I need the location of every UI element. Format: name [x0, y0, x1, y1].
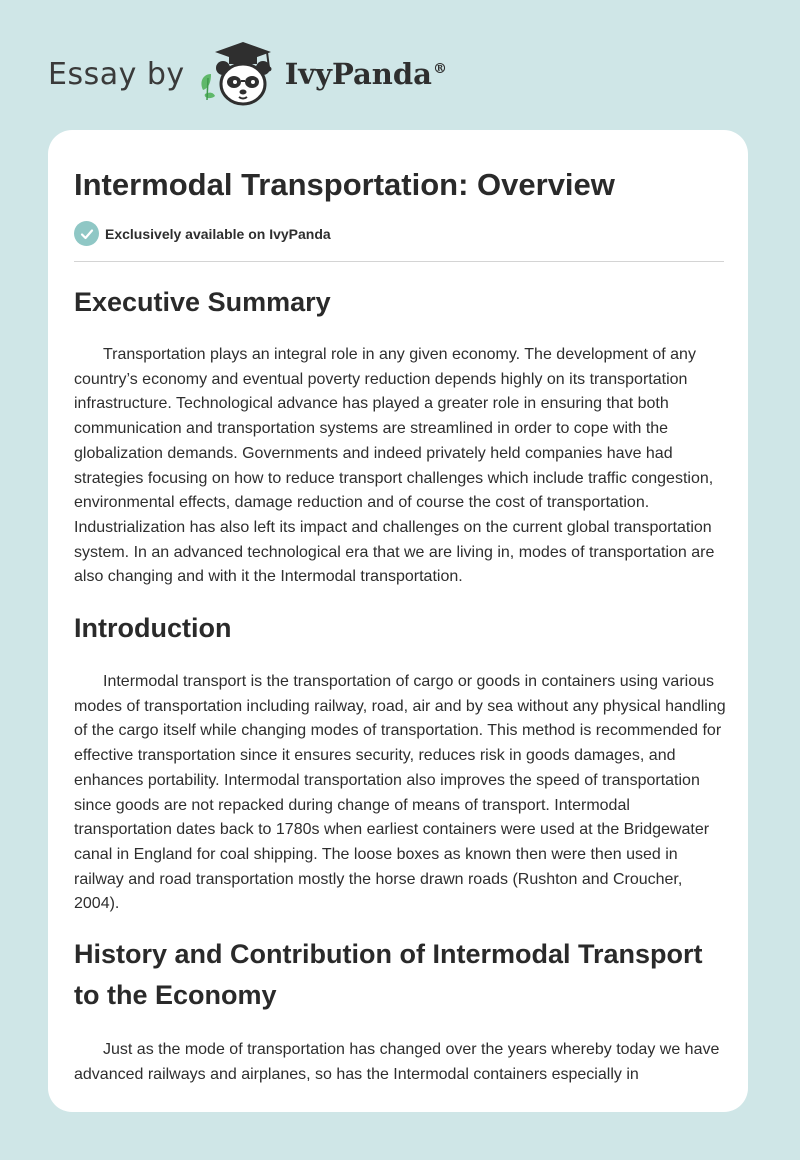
section-heading-history: History and Contribution of Intermodal Transport to the Economy [74, 939, 703, 1010]
section-body-executive-summary: Transportation plays an integral role in any given economy. The development of any country’s economy and eventual poverty reduction depends highly on its transportation infrastructure. Technological advance has played a greater role in ensuring that both communication and transportation systems are streamlined in order to cope with the globalization demands. Governments and indeed privately held companies have had strategies focusing on how to reduce transport challenges which include traffic congestion, environmental effects, damage reduction and of course the cost of transportation. Industrialization has also left its impact and challenges on the current global transportation system. In an advanced technological era that we are living in, modes of transportation are also changing and with it the Intermodal transportation. [74, 346, 715, 586]
section-body-introduction: Intermodal transport is the transportation of cargo or goods in containers using various modes of transportation including railway, road, air and by sea without any physical handling of the cargo itself while changing modes of transportation. This method is recommended for effective transportation since it ensures security, reduces risk in goods damages, and enhances portability. Intermodal transportation also improves the speed of transportation since goods are not repacked during change of means of transport. Intermodal transportation dates back to 1780s when earliest containers were used at the Bridgewater canal in England for coal shipping. The loose boxes as known then were then used in railway and road transportation mostly the horse drawn roads (Rushton and Croucher, 2004). [74, 673, 726, 913]
section-heading-executive-summary: Executive Summary [74, 287, 331, 317]
exclusive-badge [74, 221, 331, 246]
exclusive-badge-text: Exclusively available on IvyPanda [105, 225, 331, 242]
panda-graduate-icon [197, 38, 281, 110]
brand-name: IvyPanda® [284, 57, 447, 91]
page-title: Intermodal Transportation: Overview [74, 167, 615, 202]
check-icon [74, 221, 99, 246]
registered-mark: ® [432, 61, 447, 78]
brand-header[interactable] [48, 38, 447, 110]
section-heading-introduction: Introduction [74, 613, 232, 643]
essay-card [48, 130, 748, 1112]
brand-prefix: Essay by [48, 56, 185, 92]
divider [74, 261, 724, 262]
section-body-history: Just as the mode of transportation has changed over the years whereby today we have advanced railways and airplanes, so has the Intermodal containers especially in [74, 1041, 720, 1083]
